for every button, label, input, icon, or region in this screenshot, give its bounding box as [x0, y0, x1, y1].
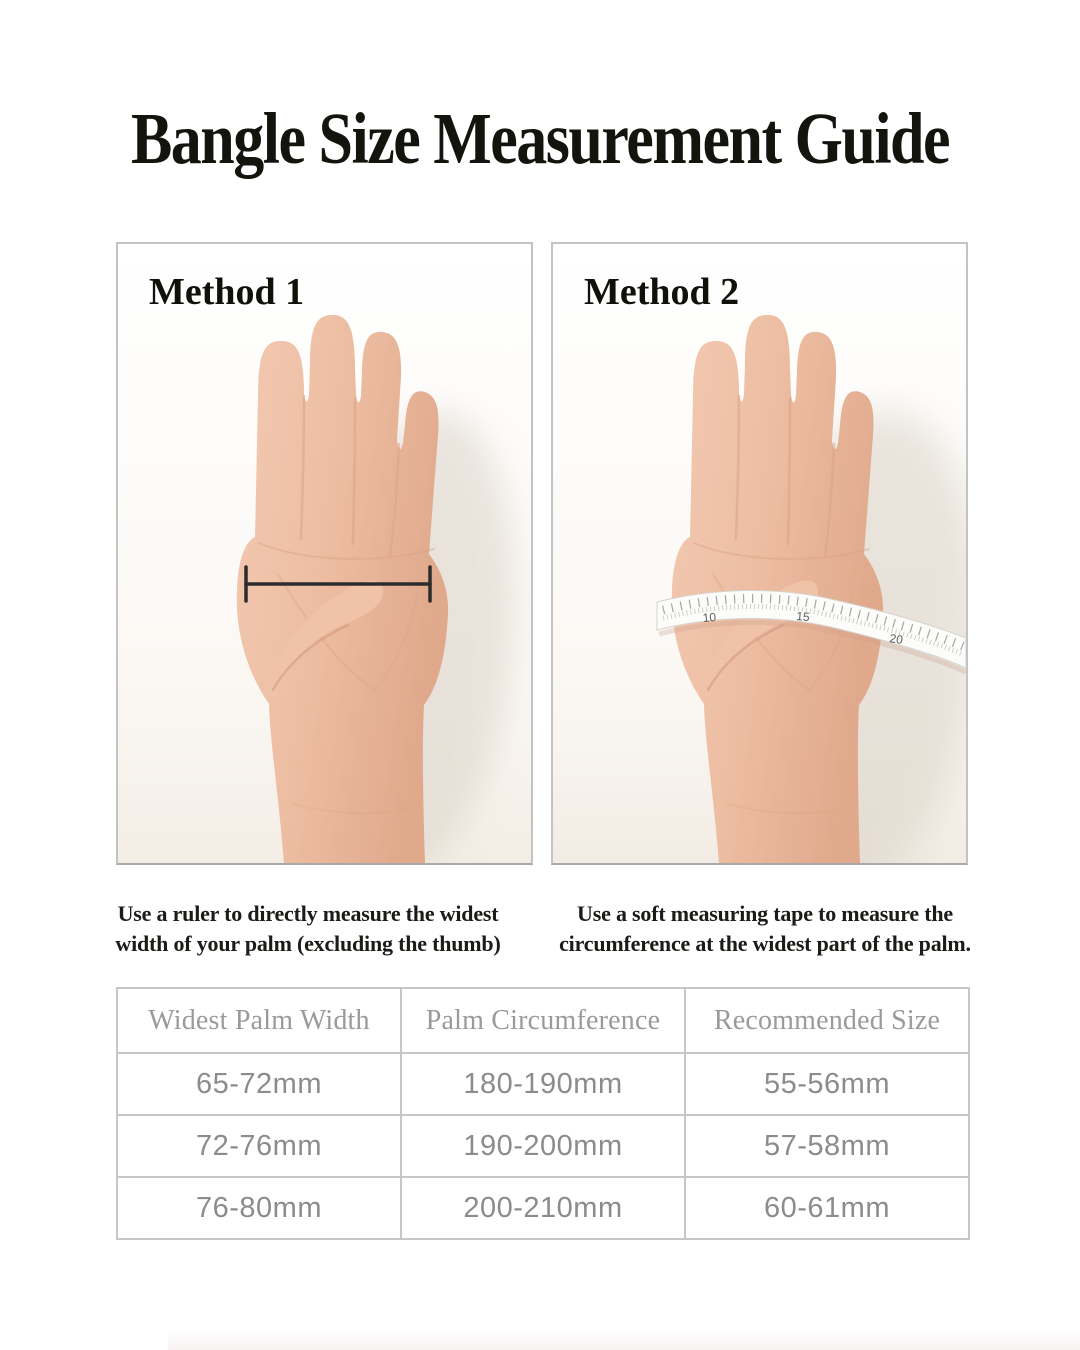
header-widest-palm-width: Widest Palm Width	[117, 988, 401, 1053]
method-2-label: Method 2	[584, 271, 740, 313]
tape-number: 20	[888, 631, 904, 648]
table-cell: 190-200mm	[401, 1115, 685, 1177]
table-cell: 65-72mm	[117, 1053, 401, 1115]
palm-photo-method-2	[553, 244, 966, 863]
method-2-caption	[545, 899, 985, 959]
method-1-label: Method 1	[149, 271, 305, 313]
caption-line: width of your palm (excluding the thumb)	[115, 930, 501, 956]
palm-photo-method-1	[118, 244, 531, 863]
header-recommended-size: Recommended Size	[685, 988, 969, 1053]
page-title: Bangle Size Measurement Guide	[130, 99, 950, 180]
size-chart-table	[116, 987, 970, 1240]
table-cell: 200-210mm	[401, 1177, 685, 1239]
caption-line: circumference at the widest part of the palm.	[559, 930, 971, 956]
table-row	[117, 1177, 969, 1239]
table-row	[117, 1053, 969, 1115]
caption-line: Use a soft measuring tape to measure the	[577, 901, 953, 926]
caption-line: Use a ruler to directly measure the widest	[117, 901, 499, 926]
header-palm-circumference: Palm Circumference	[401, 988, 685, 1053]
table-cell: 76-80mm	[117, 1177, 401, 1239]
tape-number: 15	[795, 609, 811, 625]
bottom-shadow-band	[168, 1330, 1080, 1350]
table-cell: 72-76mm	[117, 1115, 401, 1177]
method-1-caption	[88, 899, 528, 959]
table-cell: 60-61mm	[685, 1177, 969, 1239]
table-cell: 55-56mm	[685, 1053, 969, 1115]
table-cell: 57-58mm	[685, 1115, 969, 1177]
method-2-panel	[551, 242, 968, 865]
table-cell: 180-190mm	[401, 1053, 685, 1115]
method-1-panel	[116, 242, 533, 865]
tape-number: 10	[702, 610, 717, 625]
table-row	[117, 1115, 969, 1177]
size-chart-header-row	[117, 988, 969, 1053]
